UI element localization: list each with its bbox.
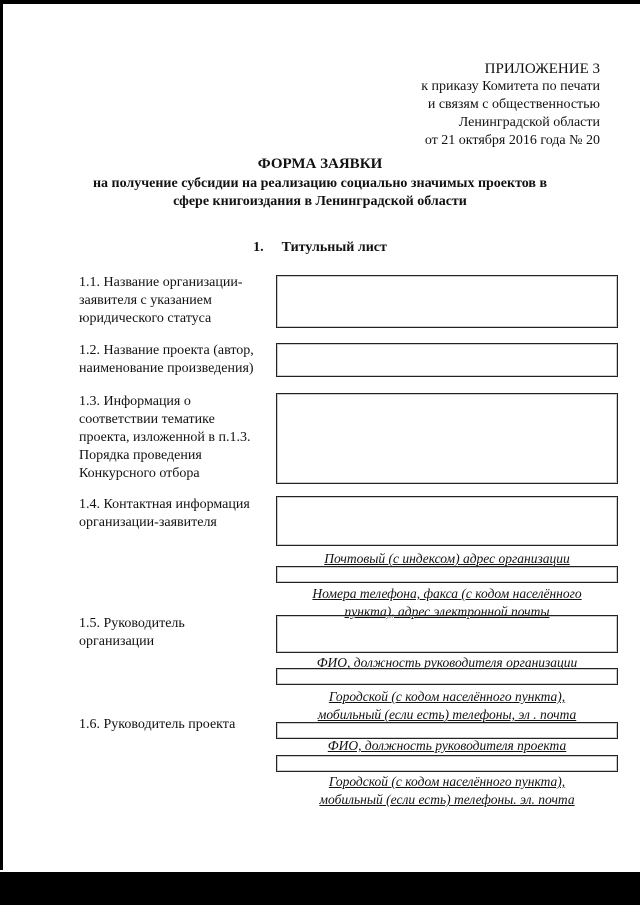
project-name-field[interactable] [276, 343, 618, 377]
scan-border-bottom [0, 872, 640, 905]
scan-border-left [0, 0, 3, 870]
form-subtitle: на получение субсидии на реализацию социально значимых проектов в [92, 176, 548, 191]
item-org-head-label: 1.5. Руководитель организации [79, 616, 185, 649]
appendix-line: и связям с общественностью [427, 97, 600, 112]
phones-email-caption: Номера телефона, факса (с кодом населённого пункта), адрес электронной почты [312, 586, 582, 619]
org-head-name-caption: ФИО, должность руководителя организации [316, 655, 578, 670]
project-head-phones-field[interactable] [276, 755, 618, 772]
appendix-block [421, 60, 600, 150]
appendix-line: Ленинградской области [458, 115, 600, 130]
org-head-phones-caption: Городской (с кодом населённого пункта), мобильный (если есть) телефоны, эл . почта [317, 689, 577, 722]
section-title: Титульный лист [281, 240, 387, 255]
item-project-head-label: 1.6. Руководитель проекта [79, 717, 236, 732]
item-theme-info-label: 1.3. Информация о соответствии тематике проекта, изложенной в п.1.3. Порядка проведения Конкурсного отбора [79, 394, 251, 481]
appendix-heading: ПРИЛОЖЕНИЕ 3 [484, 61, 600, 77]
project-head-name-caption: ФИО, должность руководителя проекта [327, 738, 567, 753]
org-head-phones-field[interactable] [276, 668, 618, 685]
section-number: 1. [253, 240, 264, 255]
phones-email-field[interactable] [276, 566, 618, 583]
appendix-line: к приказу Комитета по печати [421, 79, 600, 94]
section-heading [0, 240, 640, 256]
appendix-line: от 21 октября 2016 года № 20 [424, 133, 600, 148]
contact-info-field[interactable] [276, 496, 618, 546]
theme-info-field[interactable] [276, 393, 618, 484]
form-title: ФОРМА ЗАЯВКИ [257, 156, 383, 172]
postal-address-caption: Почтовый (с индексом) адрес организации [324, 551, 570, 566]
form-subtitle: сфере книгоиздания в Ленинградской области [173, 194, 467, 209]
project-head-phones-caption: Городской (с кодом населённого пункта), мобильный (если есть) телефоны. эл. почта [319, 774, 575, 807]
item-org-name-label: 1.1. Название организации- заявителя с указанием юридического статуса [79, 275, 243, 326]
org-head-name-field[interactable] [276, 615, 618, 653]
org-name-field[interactable] [276, 275, 618, 328]
scan-border-top [0, 0, 640, 4]
item-contact-info-label: 1.4. Контактная информация организации-заявителя [79, 497, 250, 530]
item-project-name-label: 1.2. Название проекта (автор, наименование произведения) [79, 343, 254, 376]
